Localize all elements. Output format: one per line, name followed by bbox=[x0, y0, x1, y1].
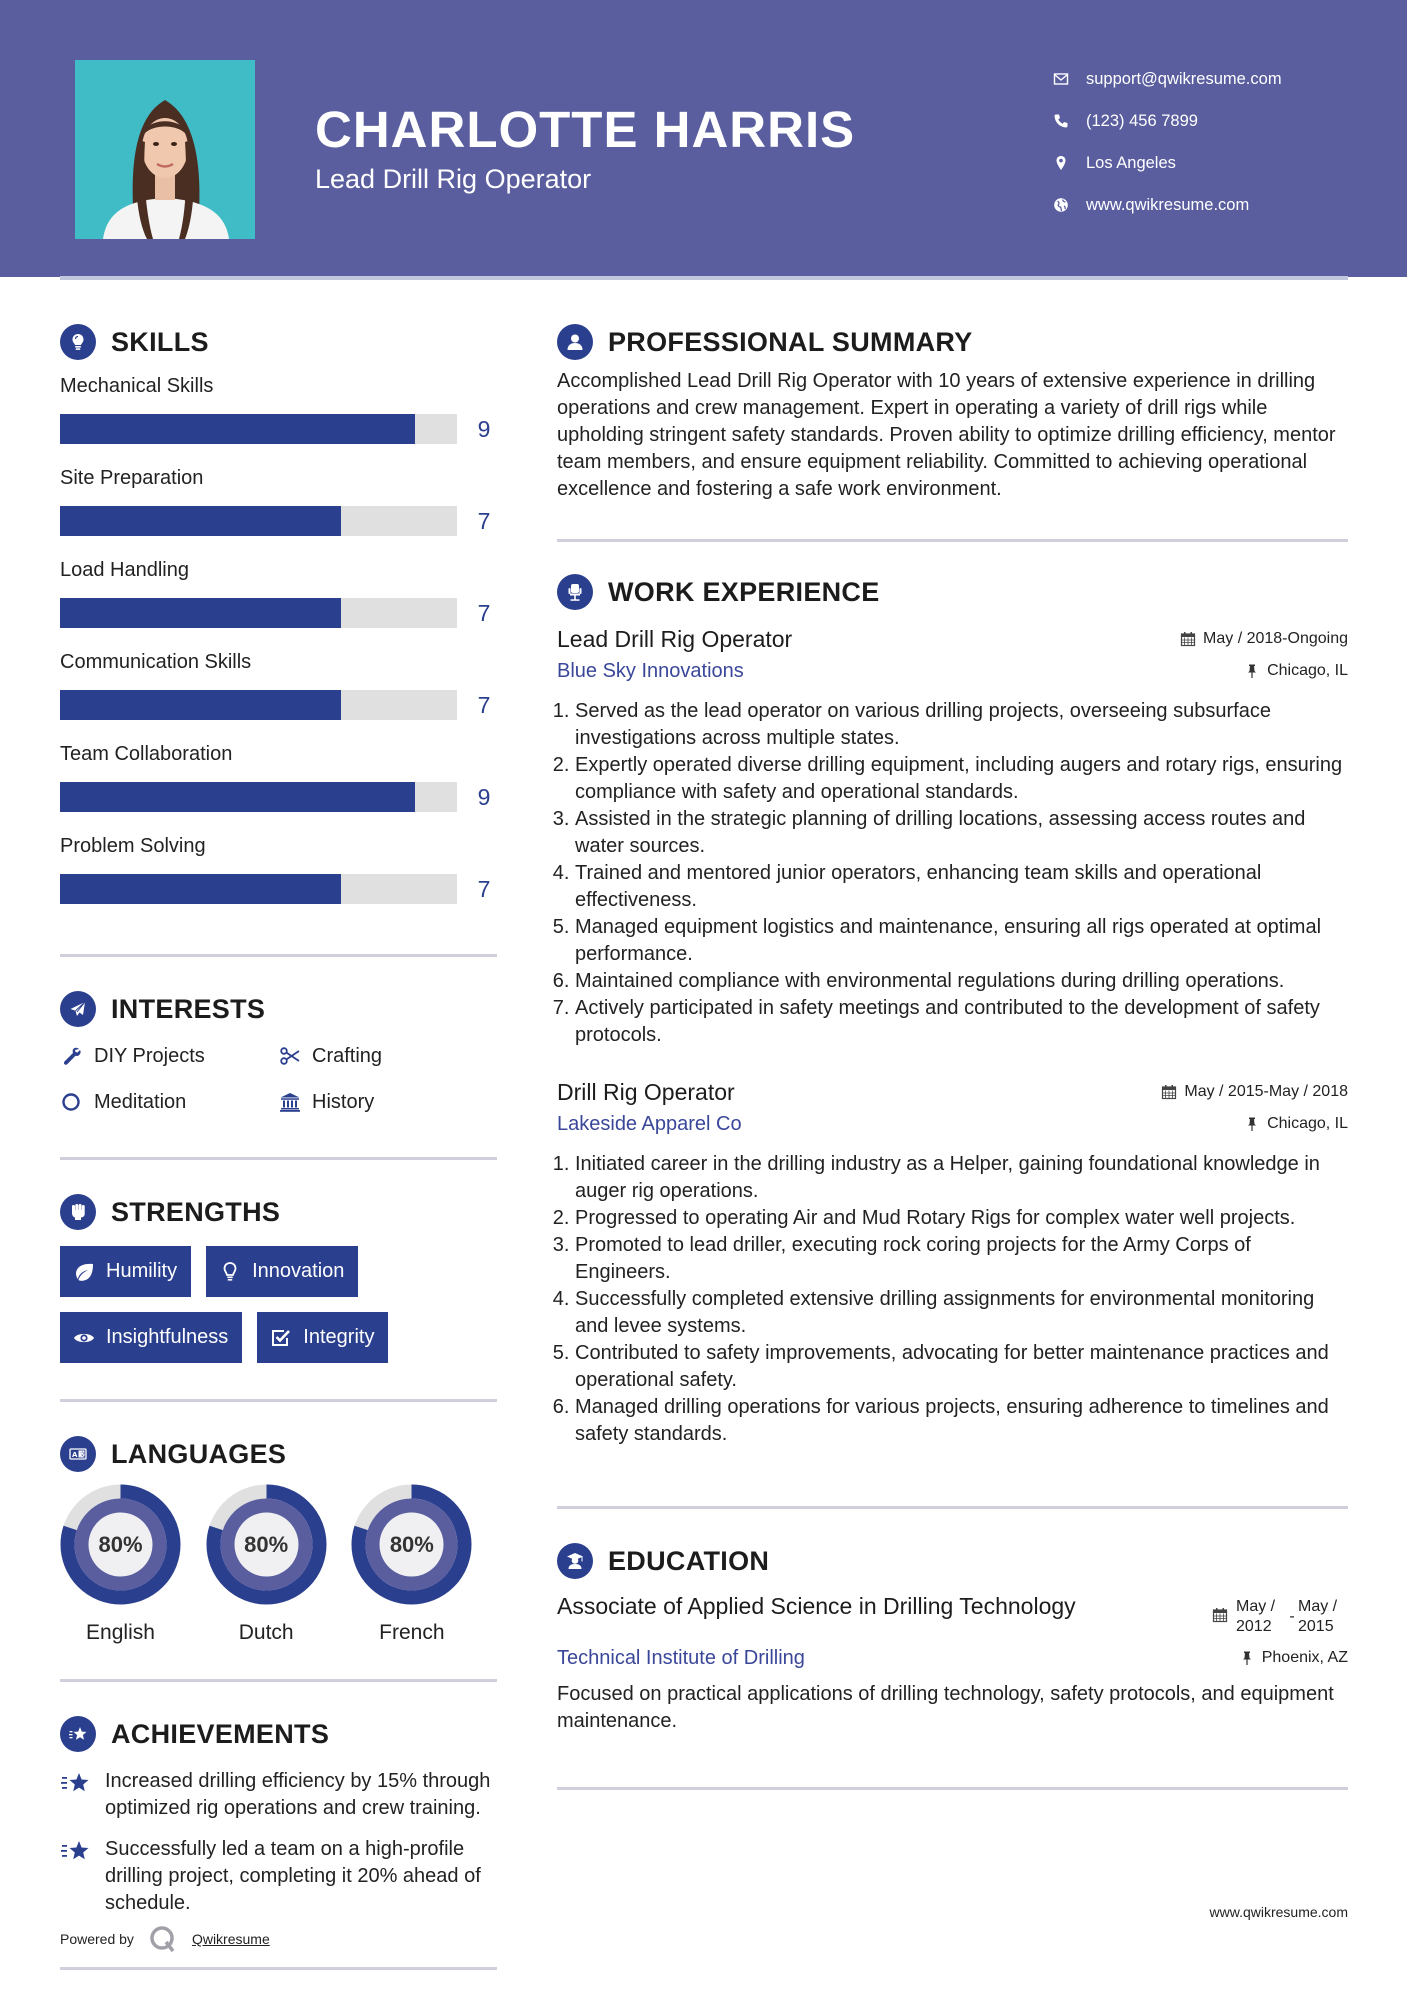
section-divider bbox=[557, 1787, 1348, 1790]
eye-icon bbox=[72, 1326, 96, 1350]
strengths-section bbox=[60, 1188, 497, 1363]
school-name: Technical Institute of Drilling bbox=[557, 1646, 805, 1669]
job-bullet: 5. Contributed to safety improvements, advocating for better maintenance practices and operational safety. bbox=[575, 1340, 1348, 1394]
skill-value: 7 bbox=[477, 691, 491, 718]
education-end: May / 2015 bbox=[1298, 1598, 1338, 1635]
job-bullet: 4. Trained and mentored junior operators, enhancing team skills and operational effectiveness. bbox=[575, 860, 1348, 914]
wrench-icon bbox=[60, 1044, 84, 1068]
job-location-text: Chicago, IL bbox=[1267, 1115, 1348, 1132]
interest-label: History bbox=[312, 1090, 375, 1113]
pushpin-icon bbox=[1239, 1650, 1255, 1666]
language-percent: 80% bbox=[244, 1531, 289, 1557]
strength-badge bbox=[60, 1246, 191, 1297]
scissors-icon bbox=[278, 1044, 302, 1068]
skill-value: 7 bbox=[477, 599, 491, 626]
language-percent: 80% bbox=[389, 1531, 434, 1557]
job-bullet: 6. Managed drilling operations for various projects, ensuring adherence to timelines and safety standards. bbox=[575, 1394, 1348, 1448]
education-section bbox=[557, 1537, 1348, 1735]
job-bullets bbox=[557, 1151, 1348, 1448]
job-header bbox=[557, 622, 1348, 656]
interest-item bbox=[278, 1083, 496, 1121]
left-column bbox=[60, 318, 497, 1970]
powered-by-label: Powered by bbox=[60, 1931, 134, 1947]
achievement-item bbox=[60, 1768, 497, 1822]
language-item bbox=[206, 1484, 352, 1645]
checkbox-icon bbox=[269, 1326, 293, 1350]
job-bullets bbox=[557, 698, 1348, 1049]
candidate-title: Lead Drill Rig Operator bbox=[315, 164, 592, 194]
job-bullet: 2. Progressed to operating Air and Mud Rotary Rigs for complex water well projects. bbox=[575, 1205, 1348, 1232]
job-entry bbox=[557, 1075, 1348, 1448]
job-bullet: 1. Initiated career in the drilling industry as a Helper, gaining foundational knowledge in auger rig operations. bbox=[575, 1151, 1348, 1205]
job-bullet: 4. Successfully completed extensive drilling assignments for environmental monitoring and levee systems. bbox=[575, 1286, 1348, 1340]
language-item bbox=[60, 1484, 206, 1645]
right-column bbox=[557, 318, 1348, 1790]
education-location-text: Phoenix, AZ bbox=[1261, 1649, 1348, 1666]
achievements-heading: ACHIEVEMENTS bbox=[111, 1718, 330, 1749]
calendar-icon bbox=[1161, 1084, 1177, 1100]
degree-title: Associate of Applied Science in Drilling Technology bbox=[557, 1593, 1076, 1619]
skill-bar-row bbox=[60, 492, 497, 550]
skill-label: Mechanical Skills bbox=[60, 375, 214, 397]
strength-label: Integrity bbox=[303, 1326, 375, 1348]
strength-label: Humility bbox=[106, 1260, 178, 1282]
skills-section bbox=[60, 318, 497, 918]
interest-item bbox=[60, 1037, 278, 1075]
museum-icon bbox=[278, 1090, 302, 1114]
education-header-row bbox=[557, 1591, 1348, 1637]
skill-value: 7 bbox=[477, 507, 491, 534]
date-separator: - bbox=[1289, 1608, 1295, 1625]
strengths-header bbox=[60, 1188, 497, 1236]
languages-header bbox=[60, 1430, 497, 1478]
skill-label: Team Collaboration bbox=[60, 743, 233, 765]
contact-website[interactable] bbox=[1050, 184, 1282, 226]
section-divider bbox=[557, 539, 1348, 542]
language-donut bbox=[60, 1484, 181, 1605]
skill-bar-row bbox=[60, 860, 497, 918]
skill-value: 9 bbox=[477, 415, 491, 442]
job-bullet: 7. Actively participated in safety meetings and contributed to the development of safety protocols. bbox=[575, 995, 1348, 1049]
interest-label: Meditation bbox=[94, 1090, 187, 1113]
resume-header bbox=[0, 0, 1407, 277]
svg-text:文: 文 bbox=[79, 1451, 86, 1459]
skill-label: Problem Solving bbox=[60, 835, 206, 857]
interests-section bbox=[60, 985, 497, 1121]
pushpin-icon bbox=[1244, 1116, 1260, 1132]
company-name: Lakeside Apparel Co bbox=[557, 1112, 742, 1135]
strength-label: Insightfulness bbox=[106, 1326, 229, 1348]
languages-section bbox=[60, 1430, 497, 1645]
job-location-text: Chicago, IL bbox=[1267, 662, 1348, 679]
education-heading: EDUCATION bbox=[608, 1545, 770, 1576]
interests-header bbox=[60, 985, 497, 1033]
contact-website-text: www.qwikresume.com bbox=[1086, 195, 1250, 214]
star-icon bbox=[60, 1836, 95, 1917]
star-badge-icon bbox=[60, 1716, 96, 1752]
qwikresume-logo-icon bbox=[148, 1924, 178, 1954]
job-subheader bbox=[557, 656, 1348, 686]
envelope-icon bbox=[1050, 68, 1072, 90]
summary-heading: PROFESSIONAL SUMMARY bbox=[608, 326, 973, 357]
interests-list bbox=[60, 1037, 497, 1121]
calendar-icon bbox=[1212, 1607, 1228, 1623]
experience-section bbox=[557, 568, 1348, 1448]
skill-track bbox=[60, 506, 457, 536]
portrait-image bbox=[75, 60, 255, 239]
summary-section bbox=[557, 318, 1348, 503]
skill-fill bbox=[60, 874, 341, 904]
skills-list bbox=[60, 372, 497, 918]
star-icon bbox=[60, 1768, 95, 1822]
skill-fill bbox=[60, 598, 341, 628]
achievement-item bbox=[60, 1836, 497, 1917]
section-divider bbox=[60, 1157, 497, 1160]
lightbulb-icon bbox=[60, 324, 96, 360]
strength-badge bbox=[60, 1312, 242, 1363]
summary-header bbox=[557, 318, 1348, 366]
section-divider bbox=[60, 1967, 497, 1970]
skill-fill bbox=[60, 506, 341, 536]
globe-icon bbox=[1050, 194, 1072, 216]
office-chair-icon bbox=[557, 574, 593, 610]
skills-heading: SKILLS bbox=[111, 326, 209, 357]
phone-icon bbox=[1050, 110, 1072, 132]
languages-heading: LANGUAGES bbox=[111, 1438, 287, 1469]
skill-value: 7 bbox=[477, 875, 491, 902]
contact-location bbox=[1050, 142, 1282, 184]
achievement-text: Increased drilling efficiency by 15% through optimized rig operations and crew training. bbox=[105, 1770, 491, 1819]
interests-heading: INTERESTS bbox=[111, 993, 266, 1024]
languages-list bbox=[60, 1484, 497, 1645]
language-donut bbox=[351, 1484, 472, 1605]
language-name: French bbox=[379, 1621, 445, 1644]
translate-icon bbox=[60, 1436, 96, 1472]
map-pin-icon bbox=[1050, 152, 1072, 174]
skill-item bbox=[60, 740, 497, 826]
interest-label: DIY Projects bbox=[94, 1044, 205, 1067]
job-bullet: 6. Maintained compliance with environmental regulations during drilling operations. bbox=[575, 968, 1348, 995]
skill-track bbox=[60, 690, 457, 720]
skill-fill bbox=[60, 690, 341, 720]
education-subheader bbox=[557, 1643, 1348, 1673]
language-percent: 80% bbox=[98, 1531, 143, 1557]
job-bullet: 5. Managed equipment logistics and maintenance, ensuring all rigs operated at optimal performance. bbox=[575, 914, 1348, 968]
contact-location-text: Los Angeles bbox=[1086, 153, 1176, 172]
header-divider bbox=[60, 276, 1348, 280]
summary-text: Accomplished Lead Drill Rig Operator with 10 years of extensive experience in drilling operations and crew management. Expert in operating a variety of drill rigs while upholding stringent safety standards. Proven ability to optimize drilling efficiency, mentor team members, and ensure equipment reliability. Committed to achieving operational excellence and fostering a safe work environment. bbox=[557, 370, 1336, 500]
skills-header bbox=[60, 318, 497, 366]
skill-fill bbox=[60, 414, 415, 444]
profile-photo bbox=[75, 60, 255, 239]
skill-label: Load Handling bbox=[60, 559, 189, 581]
leaf-icon bbox=[72, 1260, 96, 1284]
contact-phone-text: (123) 456 7899 bbox=[1086, 111, 1198, 130]
qwikresume-link[interactable]: Qwikresume bbox=[191, 1931, 270, 1947]
contact-phone[interactable] bbox=[1050, 100, 1282, 142]
strength-badge bbox=[206, 1246, 358, 1297]
achievements-header bbox=[60, 1710, 497, 1758]
contact-list bbox=[1050, 58, 1282, 226]
language-name: Dutch bbox=[238, 1621, 294, 1644]
skill-bar-row bbox=[60, 400, 497, 458]
education-description: Focused on practical applications of drilling technology, safety protocols, and equipment maintenance. bbox=[557, 1683, 1334, 1732]
education-entry bbox=[557, 1591, 1348, 1735]
section-divider bbox=[60, 1399, 497, 1402]
achievements-section bbox=[60, 1710, 497, 1970]
skill-item bbox=[60, 464, 497, 550]
job-entry bbox=[557, 622, 1348, 1049]
experience-heading: WORK EXPERIENCE bbox=[608, 576, 880, 607]
contact-email[interactable] bbox=[1050, 58, 1282, 100]
skill-item bbox=[60, 648, 497, 734]
skill-item bbox=[60, 832, 497, 918]
language-item bbox=[351, 1484, 497, 1645]
job-subheader bbox=[557, 1109, 1348, 1139]
interest-label: Crafting bbox=[312, 1044, 383, 1067]
pushpin-icon bbox=[1244, 663, 1260, 679]
skill-label: Site Preparation bbox=[60, 467, 204, 489]
job-title: Drill Rig Operator bbox=[557, 1078, 735, 1105]
circle-icon bbox=[60, 1090, 84, 1114]
skill-track bbox=[60, 598, 457, 628]
contact-email-text: support@qwikresume.com bbox=[1086, 69, 1282, 88]
paper-plane-icon bbox=[60, 991, 96, 1027]
skill-bar-row bbox=[60, 676, 497, 734]
section-divider bbox=[60, 954, 497, 957]
skill-value: 9 bbox=[477, 783, 491, 810]
job-location bbox=[1244, 662, 1348, 680]
fist-icon bbox=[60, 1194, 96, 1230]
interest-item bbox=[278, 1037, 496, 1075]
skill-label: Communication Skills bbox=[60, 651, 252, 673]
education-dates bbox=[1212, 1597, 1348, 1637]
lightbulb-icon bbox=[218, 1260, 242, 1284]
company-name: Blue Sky Innovations bbox=[557, 659, 744, 682]
skill-bar-row bbox=[60, 768, 497, 826]
education-start: May / 2012 bbox=[1236, 1598, 1276, 1635]
powered-by bbox=[60, 1923, 497, 1955]
achievement-text: Successfully led a team on a high-profile drilling project, completing it 20% ahead of schedule. bbox=[105, 1838, 481, 1914]
education-location bbox=[1239, 1649, 1348, 1667]
job-dates-text: May / 2018-Ongoing bbox=[1203, 630, 1348, 647]
job-dates-text: May / 2015-May / 2018 bbox=[1184, 1083, 1348, 1100]
user-icon bbox=[557, 324, 593, 360]
section-divider bbox=[60, 1679, 497, 1682]
job-location bbox=[1244, 1115, 1348, 1133]
strength-badge bbox=[257, 1312, 388, 1363]
strengths-list bbox=[60, 1246, 497, 1363]
skill-track bbox=[60, 414, 457, 444]
candidate-name: CHARLOTTE HARRIS bbox=[315, 101, 856, 158]
strengths-heading: STRENGTHS bbox=[111, 1196, 281, 1227]
experience-header bbox=[557, 568, 1348, 616]
education-header bbox=[557, 1537, 1348, 1585]
job-bullet: 2. Expertly operated diverse drilling equipment, including augers and rotary rigs, ensuring compliance with safety and operational standards. bbox=[575, 752, 1348, 806]
strength-label: Innovation bbox=[252, 1260, 345, 1282]
skill-fill bbox=[60, 782, 415, 812]
job-dates bbox=[1161, 1083, 1348, 1101]
skill-track bbox=[60, 782, 457, 812]
skill-bar-row bbox=[60, 584, 497, 642]
language-donut bbox=[206, 1484, 327, 1605]
calendar-icon bbox=[1180, 631, 1196, 647]
skill-item bbox=[60, 556, 497, 642]
section-divider bbox=[557, 1506, 1348, 1509]
job-bullet: 3. Assisted in the strategic planning of drilling locations, assessing access routes and water sources. bbox=[575, 806, 1348, 860]
job-header bbox=[557, 1075, 1348, 1109]
job-bullet: 1. Served as the lead operator on various drilling projects, overseeing subsurface investigations across multiple states. bbox=[575, 698, 1348, 752]
language-name: English bbox=[86, 1621, 155, 1644]
skill-item bbox=[60, 372, 497, 458]
job-bullet: 3. Promoted to lead driller, executing rock coring projects for the Army Corps of Engineers. bbox=[575, 1232, 1348, 1286]
footer-url[interactable]: www.qwikresume.com bbox=[1209, 1904, 1348, 1920]
job-dates bbox=[1180, 630, 1348, 648]
svg-text:A: A bbox=[72, 1451, 78, 1459]
graduate-icon bbox=[557, 1543, 593, 1579]
skill-track bbox=[60, 874, 457, 904]
job-title: Lead Drill Rig Operator bbox=[557, 625, 793, 652]
interest-item bbox=[60, 1083, 278, 1121]
